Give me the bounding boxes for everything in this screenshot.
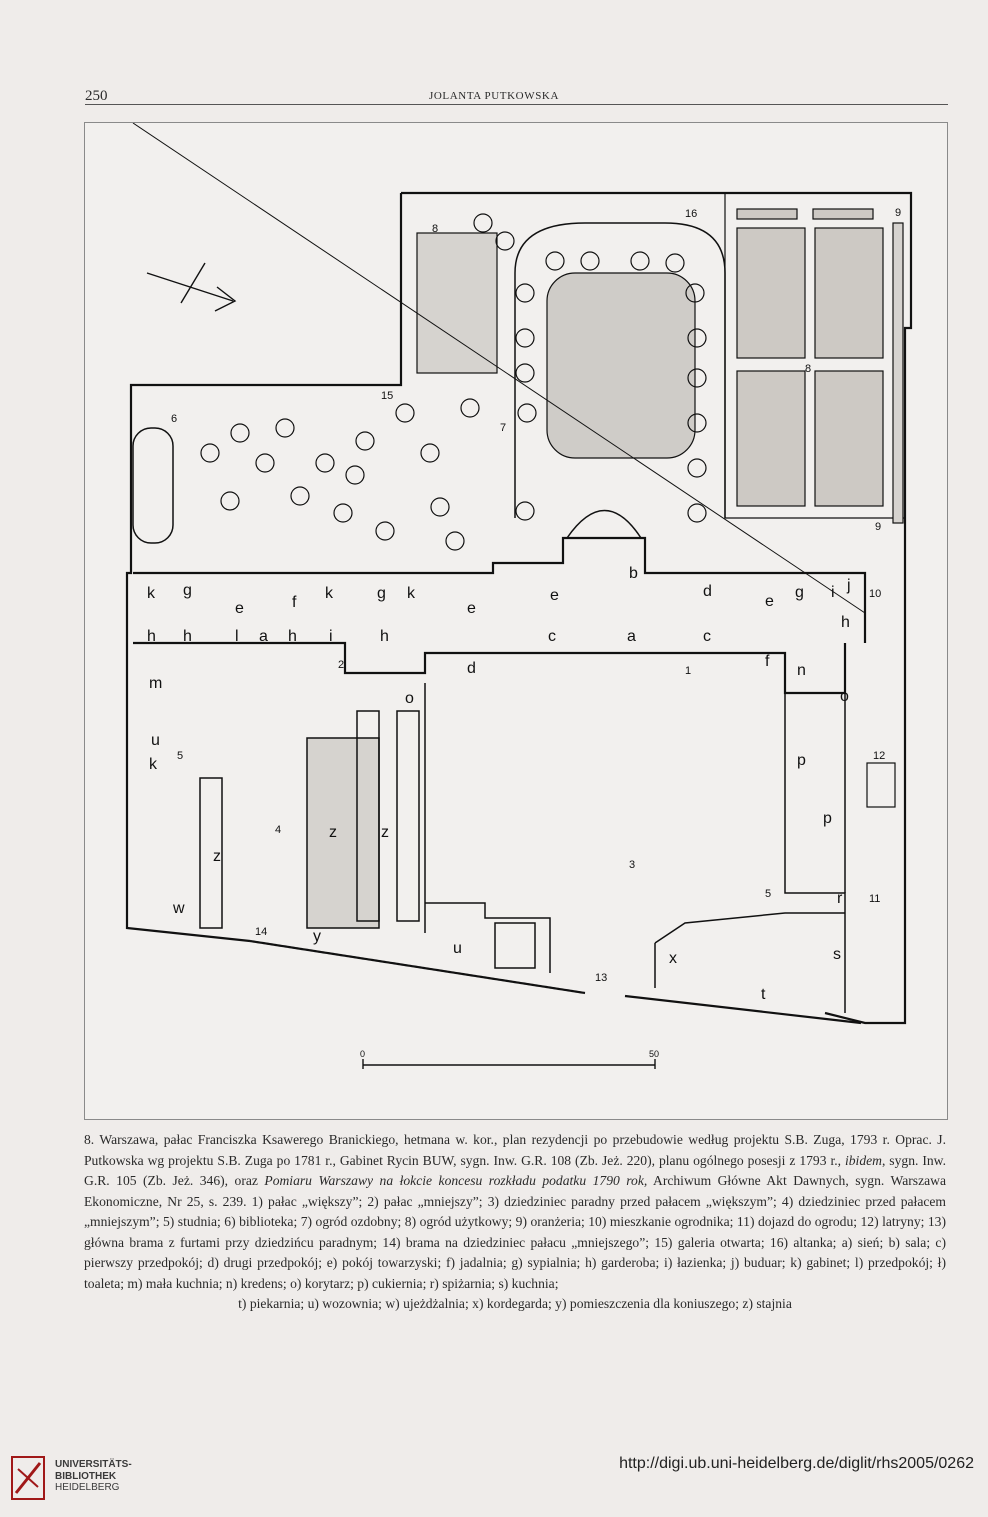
caption-text-2: , sygn. Inw. G.R. 105 (Zb. Jeż. 346), oraz [84,1152,946,1188]
room-k: k [147,585,155,602]
label-16: 16 [685,208,698,220]
header-rule [85,104,948,105]
stable-block [127,643,425,933]
library-line-2: BIBLIOTHEK [55,1470,117,1482]
label-12: 12 [873,750,886,762]
room-u: u [151,732,160,749]
caption-text-3: Archiwum Główne Akt Dawnych, sygn. Warszawa Ekonomiczne, Nr 25, s. 239. 1) pałac „większy”; 2) pałac „mniejszy”; 3) dziedziniec paradny przed pałacem „większym”; 4) dziedziniec przed pałacem „mniejszym”; 5) studnia; 6) biblioteka; 7) ogród ozdobny; 8) ogród użytkowy; 9) oranżeria; 10) mieszkanie ogrodnika; 11) dojazd do ogrodu; 12) latryny; 13) główna brama z furtami przy dziedzińcu paradnym; 14) brama na dziedziniec pałacu „mniejszego”; 15) galeria otwarta; 16) altanka; a) sień; b) sala; c) pierwszy przedpokój; d) drugi przedpokój; e) pokój towarzyski; f) jadalnia; g) sypialnia; h) garderoba; i) łazienka; j) buduar; k) gabinet; l) przedpokój; ł) toaleta; m) mała kuchnia; n) kredens; o) korytarz; p) cukiernia; r) spiżarnia; s) kuchnia; [84,1173,947,1291]
page-number: 250 [85,88,108,104]
room-n: n [797,662,806,679]
room-y: y [313,928,321,945]
running-head: JOLANTA PUTKOWSKA [428,90,559,102]
scale-end-label: 50 [649,1049,660,1059]
palace-plan-drawing [85,123,947,1119]
room-c: c [548,628,556,645]
room-a: a [259,628,268,645]
room-b: b [629,565,638,582]
room-p: p [797,752,806,769]
room-i: i [329,628,333,645]
room-t: t [761,986,766,1003]
caption-last-line: t) piekarnia; u) wozownia; w) ujeżdżalnia; x) kordegarda; y) pomieszczenia dla koniuszego; z) stajnia [238,1296,792,1311]
plan-figure [84,122,948,1120]
label-13: 13 [595,972,608,984]
label-1: 1 [685,665,692,677]
room-w: w [173,900,185,917]
room-e: e [765,593,774,610]
room-f: f [292,594,297,611]
label-7: 7 [500,422,507,434]
room-e: e [467,600,476,617]
south-outbuildings [425,903,550,973]
source-url-link[interactable]: http://digi.ub.uni-heidelberg.de/diglit/rhs2005/0262 [619,1455,974,1472]
label-3: 3 [629,859,636,871]
figure-caption [84,1130,946,1315]
label-9: 9 [875,521,882,533]
room-f: f [765,653,770,670]
label-4: 4 [275,824,282,836]
label-15: 15 [381,390,394,402]
library-line-1: UNIVERSITÄTS- [55,1459,132,1470]
room-z: z [213,848,221,865]
label-5: 5 [177,750,184,762]
caption-text: 8. Warszawa, pałac Franciszka Ksawerego Branickiego, hetmana w. kor., plan rezydencji po przebudowie według projektu S.B. Zuga, 1793 r. Oprac. J. Putkowska wg projektu S.B. Zuga po 1781 r., Gabinet Rycin BUW, sygn. Inw. G.R. 108 (Zb. Jeż. 220), planu ogólnego posesji z 1793 r., [84,1132,946,1168]
room-u: u [453,940,462,957]
library-6 [133,428,173,543]
room-g: g [377,585,386,602]
library-name [55,1459,132,1494]
room-e: e [550,587,559,604]
room-g: g [183,582,192,599]
room-g: g [795,584,804,601]
room-d: d [703,583,712,600]
room-h: h [288,628,297,645]
caption-italic-title: Pomiaru Warszawy na łokcie koncesu rozkładu podatku 1790 rok, [264,1173,648,1188]
room-x: x [669,950,677,967]
room-d: d [467,660,476,677]
label-10: 10 [869,588,882,600]
room-h: h [841,614,850,631]
scale-start-label: 0 [360,1049,366,1059]
room-j: j [847,577,851,594]
room-s: s [833,946,841,963]
label-11: 11 [869,893,881,905]
room-l: l [235,628,239,645]
room-k: k [149,756,157,773]
east-service-wing [655,643,845,1013]
room-z: z [329,824,337,841]
label-5: 5 [765,888,772,900]
label-9: 9 [895,207,902,219]
room-k: k [407,585,415,602]
label-14: 14 [255,926,268,938]
label-8: 8 [432,223,439,235]
room-c: c [703,628,711,645]
room-a: a [627,628,636,645]
room-e: e [235,600,244,617]
room-k: k [325,585,333,602]
room-h: h [147,628,156,645]
scale-bar [363,1059,655,1069]
library-line-3: HEIDELBERG [55,1482,120,1493]
label-2: 2 [338,659,345,671]
room-p: p [823,810,832,827]
label-6: 6 [171,413,178,425]
room-r: r [837,890,843,907]
room-z: z [381,824,389,841]
library-logo-icon [10,1455,46,1501]
latrines-12 [867,763,895,807]
pond [547,273,695,458]
room-i: i [831,584,835,601]
room-o: o [840,688,849,705]
label-8: 8 [805,363,812,375]
room-h: h [380,628,389,645]
room-m: m [149,675,163,692]
caption-ibidem: ibidem [844,1152,882,1168]
room-o: o [405,690,414,707]
north-arrow [147,263,235,311]
room-h: h [183,628,192,645]
